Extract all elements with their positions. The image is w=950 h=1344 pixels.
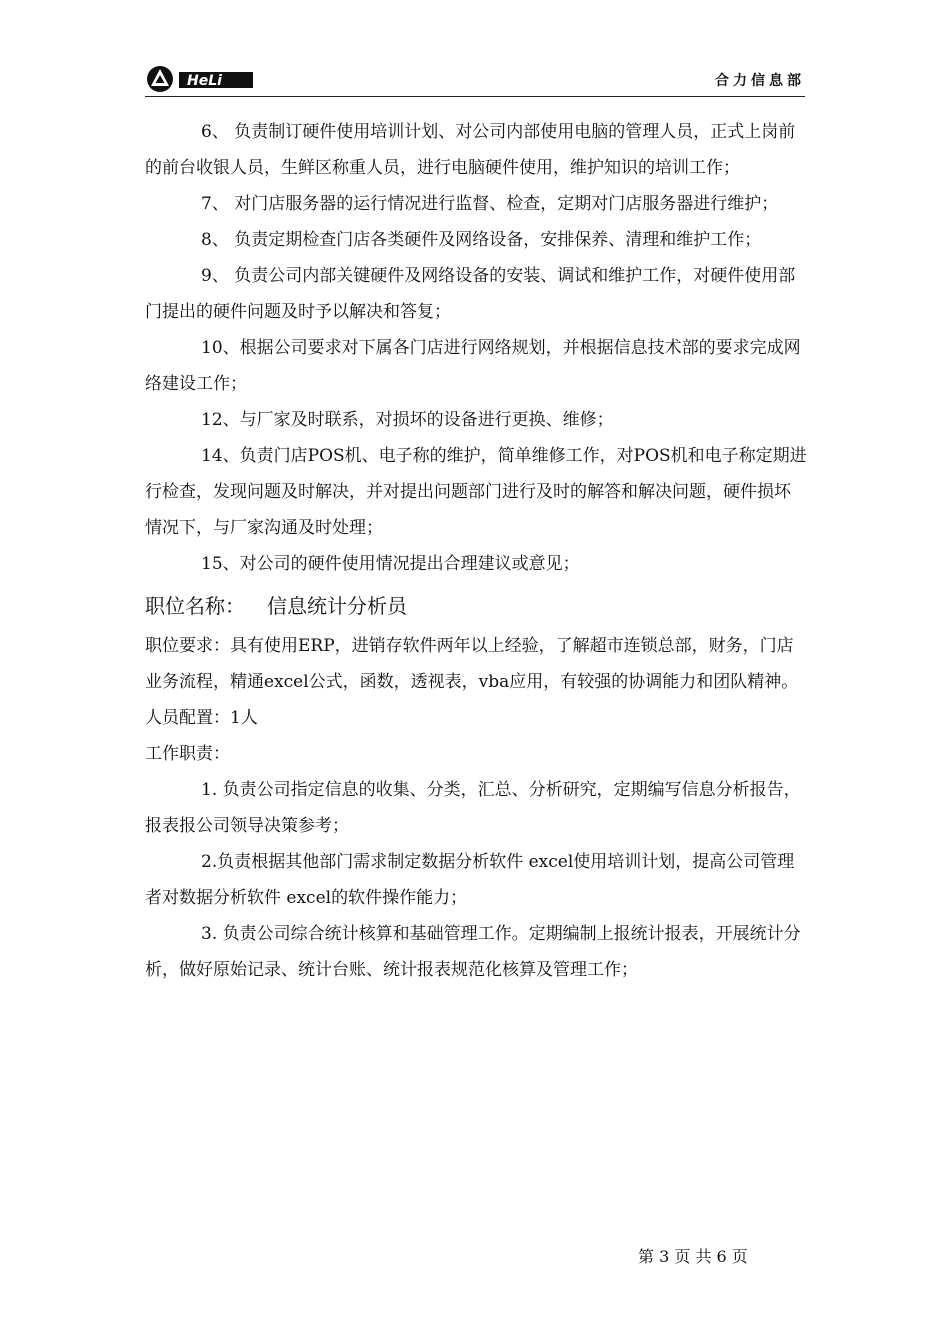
list-item: 9、 负责公司内部关键硬件及网络设备的安装、调试和维护工作，对硬件使用部门提出的硬件问题及时予以解决和答复； [145,266,796,322]
list-item: 8、 负责定期检查门店各类硬件及网络设备，安排保养、清理和维护工作； [201,230,762,250]
page-number: 第 3 页 共 6 页 [638,1247,748,1266]
list-item: 14、负责门店POS机、电子称的维护，简单维修工作，对POS机和电子称定期进行检查，发现问题及时解决，并对提出问题部门进行及时的解答和解决问题，硬件损坏情况下，与厂家沟通及时处理； [145,446,807,538]
position-requirements: 职位要求：具有使用ERP，进销存软件两年以上经验，了解超市连锁总部，财务，门店业务流程，精通excel公式，函数，透视表，vba应用，有较强的协调能力和团队精神。 [145,636,799,692]
page-header [145,62,805,98]
staffing: 人员配置：1人 [145,708,258,728]
duties-label: 工作职责： [145,744,230,764]
position-title [145,584,807,628]
header-divider [145,96,805,97]
document-body [145,114,807,988]
svg-text:HeLi: HeLi [187,73,222,89]
list-item: 10、根据公司要求对下属各门店进行网络规划，并根据信息技术部的要求完成网络建设工作； [145,338,801,394]
list-item: 6、 负责制订硬件使用培训计划、对公司内部使用电脑的管理人员，正式上岗前的前台收银人员，生鲜区称重人员，进行电脑硬件使用，维护知识的培训工作； [145,122,796,178]
duty-item: 1. 负责公司指定信息的收集、分类，汇总、分析研究，定期编写信息分析报告，报表报公司领导决策参考； [145,780,801,836]
duty-item: 2.负责根据其他部门需求制定数据分析软件 excel使用培训计划，提高公司管理者对数据分析软件 excel的软件操作能力； [145,852,795,908]
department-name: 合力信息部 [715,73,805,89]
list-item: 7、 对门店服务器的运行情况进行监督、检查，定期对门店服务器进行维护； [201,194,779,214]
list-item: 12、与厂家及时联系，对损坏的设备进行更换、维修； [201,410,614,430]
duty-item: 3. 负责公司综合统计核算和基础管理工作。定期编制上报统计报表，开展统计分析，做好原始记录、统计台账、统计报表规范化核算及管理工作； [145,924,801,980]
heli-logo [145,64,255,94]
list-item: 15、对公司的硬件使用情况提出合理建议或意见； [201,554,580,574]
position-name: 信息统计分析员 [267,594,407,618]
position-label: 职位名称： [145,594,245,618]
